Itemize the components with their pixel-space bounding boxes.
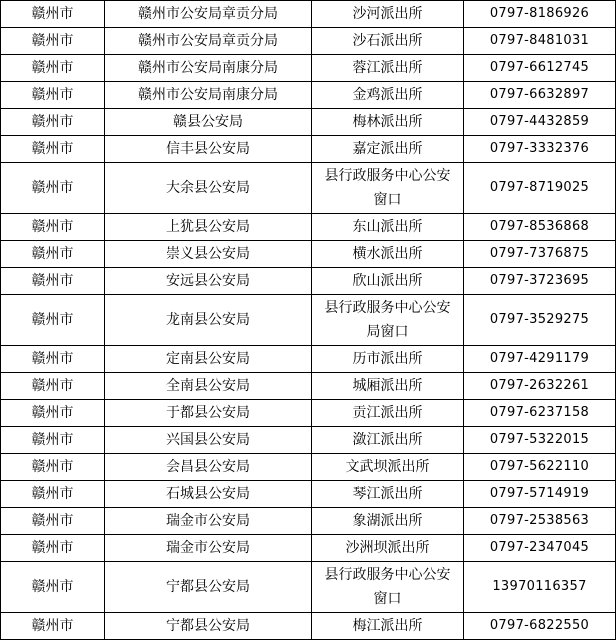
phone-cell: 0797-6632897 [464,82,616,109]
bureau-cell: 兴国县公安局 [105,427,312,454]
bureau-cell: 赣州市公安局章贡分局 [105,28,312,55]
station-cell: 县行政服务中心公安窗口 [312,562,464,613]
city-cell: 赣州市 [1,346,105,373]
bureau-cell: 赣县公安局 [105,109,312,136]
table-row [1,268,616,295]
city-cell: 赣州市 [1,562,105,613]
phone-cell: 0797-7376875 [464,241,616,268]
city-cell: 赣州市 [1,82,105,109]
table-row [1,55,616,82]
city-cell: 赣州市 [1,1,105,28]
bureau-cell: 安远县公安局 [105,268,312,295]
station-cell: 梅林派出所 [312,109,464,136]
station-cell: 欣山派出所 [312,268,464,295]
station-cell: 梅江派出所 [312,613,464,640]
bureau-cell: 赣州市公安局章贡分局 [105,1,312,28]
phone-cell: 0797-6612745 [464,55,616,82]
phone-cell: 0797-8481031 [464,28,616,55]
bureau-cell: 定南县公安局 [105,346,312,373]
phone-cell: 0797-3529275 [464,295,616,346]
city-cell: 赣州市 [1,535,105,562]
bureau-cell: 上犹县公安局 [105,214,312,241]
city-cell: 赣州市 [1,481,105,508]
phone-cell: 0797-6822550 [464,613,616,640]
phone-cell: 0797-2538563 [464,508,616,535]
station-cell: 东山派出所 [312,214,464,241]
station-cell: 沙洲坝派出所 [312,535,464,562]
bureau-cell: 赣州市公安局南康分局 [105,55,312,82]
bureau-cell: 宁都县公安局 [105,613,312,640]
station-cell: 象湖派出所 [312,508,464,535]
city-cell: 赣州市 [1,508,105,535]
phone-cell: 0797-3723695 [464,268,616,295]
bureau-cell: 石城县公安局 [105,481,312,508]
city-cell: 赣州市 [1,295,105,346]
table-row [1,454,616,481]
phone-cell: 0797-6237158 [464,400,616,427]
bureau-cell: 全南县公安局 [105,373,312,400]
bureau-cell: 于都县公安局 [105,400,312,427]
bureau-cell: 会昌县公安局 [105,454,312,481]
bureau-cell: 赣州市公安局南康分局 [105,82,312,109]
station-cell: 蓉江派出所 [312,55,464,82]
table-row [1,214,616,241]
phone-cell: 13970116357 [464,562,616,613]
table-row [1,346,616,373]
phone-cell: 0797-5714919 [464,481,616,508]
city-cell: 赣州市 [1,241,105,268]
city-cell: 赣州市 [1,55,105,82]
phone-cell: 0797-4432859 [464,109,616,136]
phone-cell: 0797-2347045 [464,535,616,562]
station-cell: 金鸡派出所 [312,82,464,109]
table-row [1,136,616,163]
bureau-cell: 崇义县公安局 [105,241,312,268]
city-cell: 赣州市 [1,613,105,640]
table-row [1,427,616,454]
city-cell: 赣州市 [1,268,105,295]
table-row [1,481,616,508]
city-cell: 赣州市 [1,454,105,481]
city-cell: 赣州市 [1,109,105,136]
station-cell: 嘉定派出所 [312,136,464,163]
bureau-cell: 大余县公安局 [105,163,312,214]
table-row [1,562,616,613]
bureau-cell: 信丰县公安局 [105,136,312,163]
table-row [1,295,616,346]
station-cell: 历市派出所 [312,346,464,373]
table-row [1,28,616,55]
phone-cell: 0797-8719025 [464,163,616,214]
table-row [1,163,616,214]
phone-cell: 0797-3332376 [464,136,616,163]
station-cell: 沙河派出所 [312,1,464,28]
phone-cell: 0797-2632261 [464,373,616,400]
table-row [1,241,616,268]
station-cell: 城厢派出所 [312,373,464,400]
table-row [1,535,616,562]
phone-cell: 0797-8536868 [464,214,616,241]
table-row [1,613,616,640]
bureau-cell: 龙南县公安局 [105,295,312,346]
station-cell: 横水派出所 [312,241,464,268]
city-cell: 赣州市 [1,136,105,163]
city-cell: 赣州市 [1,373,105,400]
city-cell: 赣州市 [1,400,105,427]
table-row [1,1,616,28]
bureau-cell: 宁都县公安局 [105,562,312,613]
city-cell: 赣州市 [1,163,105,214]
city-cell: 赣州市 [1,28,105,55]
station-cell: 潋江派出所 [312,427,464,454]
station-cell: 县行政服务中心公安窗口 [312,163,464,214]
station-cell: 贡江派出所 [312,400,464,427]
phone-cell: 0797-8186926 [464,1,616,28]
station-cell: 琴江派出所 [312,481,464,508]
bureau-cell: 瑞金市公安局 [105,535,312,562]
city-cell: 赣州市 [1,214,105,241]
station-cell: 沙石派出所 [312,28,464,55]
phone-cell: 0797-5622110 [464,454,616,481]
table-row [1,373,616,400]
table-body [1,1,616,640]
station-cell: 县行政服务中心公安局窗口 [312,295,464,346]
table-row [1,400,616,427]
phone-cell: 0797-4291179 [464,346,616,373]
phone-cell: 0797-5322015 [464,427,616,454]
bureau-cell: 瑞金市公安局 [105,508,312,535]
city-cell: 赣州市 [1,427,105,454]
station-cell: 文武坝派出所 [312,454,464,481]
table-row [1,508,616,535]
table-row [1,82,616,109]
table-row [1,109,616,136]
